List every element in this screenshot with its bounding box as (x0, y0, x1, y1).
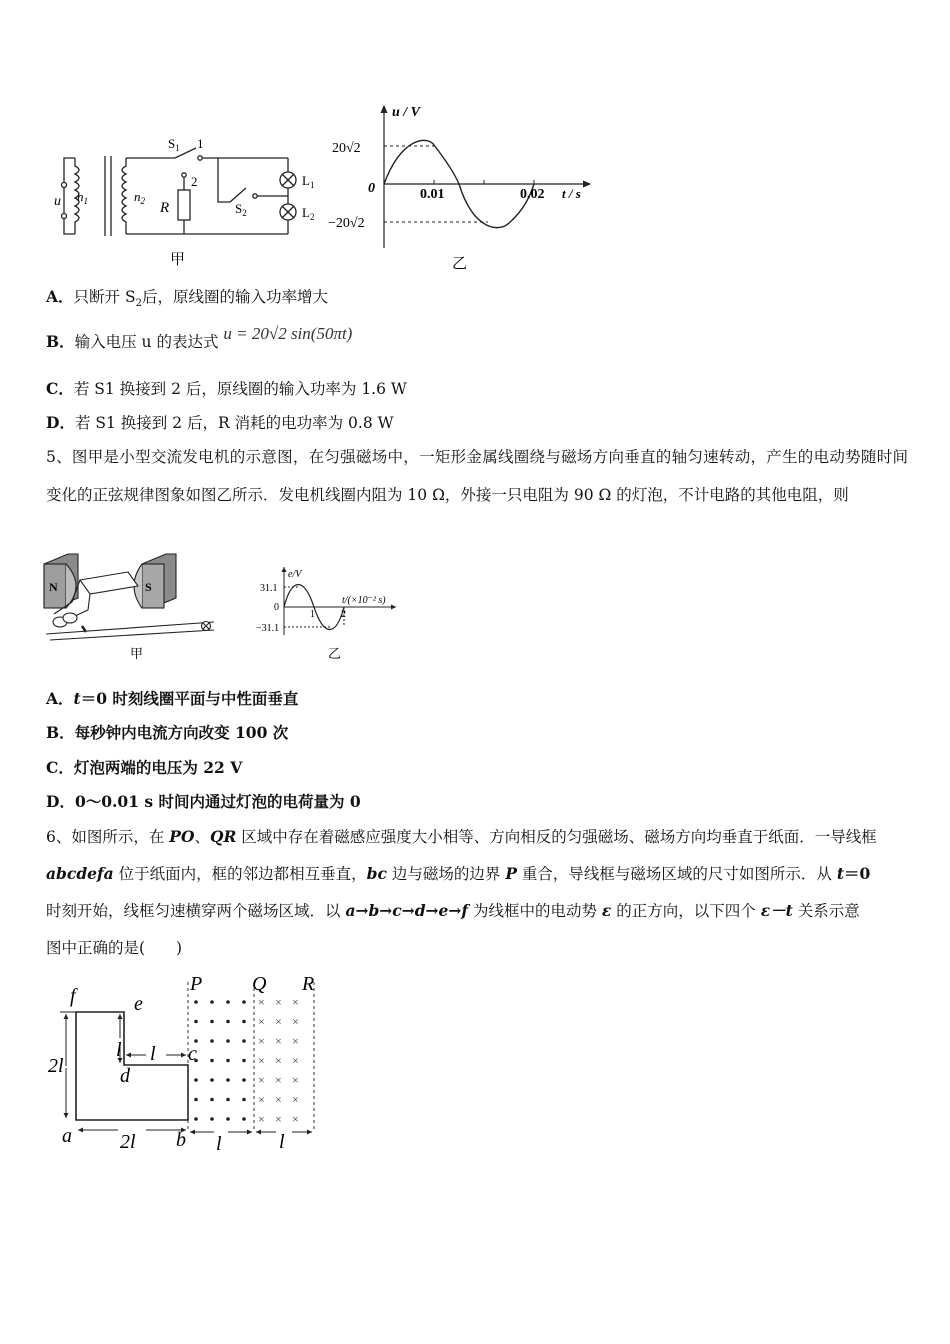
svg-text:c: c (188, 1043, 197, 1065)
field-cross: × (258, 1112, 265, 1126)
field-dot (210, 1098, 214, 1102)
svg-text:−20√2: −20√2 (328, 216, 365, 231)
q6-stem-line3: 时刻开始，线框匀速横穿两个磁场区域．以 a→b→c→d→e→f 为线框中的电动势 ε 的正方向，以下四个 ε－t 关系示意 (46, 901, 860, 920)
field-cross: × (292, 1034, 299, 1048)
svg-text:2l: 2l (48, 1055, 64, 1077)
svg-text:t / s: t / s (562, 186, 581, 201)
svg-text:u / V: u / V (392, 105, 421, 120)
field-dot (226, 1020, 230, 1024)
q4-option-a: A．只断开 $S_2$后，原线圈的输入功率增大 (46, 287, 328, 310)
svg-text:l: l (116, 1039, 122, 1061)
svg-text:0.02: 0.02 (520, 187, 545, 202)
q5-generator-figure (42, 550, 222, 665)
field-crosses (258, 995, 299, 1126)
q5-option-d: D．0～0.01 s 时间内通过灯泡的电荷量为 0 (46, 792, 361, 811)
svg-text:N: N (49, 580, 58, 594)
svg-text:2: 2 (341, 609, 346, 620)
field-cross: × (292, 1112, 299, 1126)
q5-option-b: B．每秒钟内电流方向改变 100 次 (46, 723, 289, 742)
svg-text:n1: $n_1$ (77, 189, 88, 206)
field-cross: × (292, 995, 299, 1009)
svg-text:S: S (145, 580, 152, 594)
q4-formula: u = 20√2 sin(50πt) (223, 324, 353, 343)
field-cross: × (258, 1053, 265, 1068)
field-dot (242, 1117, 246, 1121)
svg-text:l: l (216, 1133, 222, 1155)
q6-stem-line4: 图中正确的是( ) (46, 939, 183, 957)
field-dot (226, 1000, 230, 1004)
field-dot (210, 1039, 214, 1043)
field-cross: × (258, 1073, 265, 1087)
svg-text:S2: $S_2$ (235, 201, 247, 218)
field-dot (226, 1098, 230, 1102)
svg-text:R: R (302, 973, 315, 995)
field-cross: × (275, 1092, 282, 1107)
q5-stem: 5、图甲是小型交流发电机的示意图，在匀强磁场中，一矩形金属线圈绕与磁场方向垂直的轴匀速转动，产生的电动势随时间变化的正弦规律图象如图乙所示．发电机线圈内阻为 10 Ω，外接一只电阻为 90 Ω 的灯泡，不计电路的其他电阻，则 (46, 448, 908, 504)
field-dot (242, 1000, 246, 1004)
field-dot (194, 1098, 198, 1102)
q6-stem-line2: abcdefa 位于纸面内，框的邻边都相互垂直，bc 边与磁场的边界 P 重合，导线框与磁场区域的尺寸如图所示．从 t＝0 (46, 864, 871, 883)
field-dot (226, 1117, 230, 1121)
field-dot (210, 1078, 214, 1082)
field-dot (194, 1078, 198, 1082)
field-cross: × (258, 1014, 265, 1029)
field-dot (210, 1020, 214, 1024)
pos1-label: 1 (197, 136, 204, 151)
svg-text:1: 1 (310, 609, 315, 620)
field-dot (226, 1039, 230, 1043)
field-cross: × (258, 1034, 265, 1048)
svg-text:2l: 2l (120, 1131, 136, 1153)
svg-text:d: d (120, 1065, 130, 1087)
field-cross: × (275, 1053, 282, 1068)
q5-emf-graph (252, 563, 402, 663)
svg-text:0: 0 (274, 602, 279, 613)
field-cross: × (275, 1034, 282, 1048)
field-dot (242, 1059, 246, 1063)
svg-text:L2: $L_2$ (302, 205, 315, 222)
q5-option-a: A．t＝0 时刻线圈平面与中性面垂直 (46, 689, 299, 708)
svg-text:Q: Q (252, 973, 267, 995)
svg-text:31.1: 31.1 (260, 583, 278, 594)
field-dot (194, 1020, 198, 1024)
field-dot (194, 1117, 198, 1121)
svg-text:b: b (176, 1129, 186, 1151)
svg-text:a: a (62, 1125, 72, 1147)
svg-text:L1: $L_1$ (302, 173, 315, 190)
field-cross: × (258, 995, 265, 1009)
svg-text:20√2: 20√2 (332, 141, 361, 156)
field-dot (226, 1059, 230, 1063)
field-cross: × (292, 1053, 299, 1068)
field-dots (194, 1000, 246, 1121)
field-cross: × (275, 1014, 282, 1029)
field-dot (242, 1039, 246, 1043)
field-cross: × (258, 1092, 265, 1107)
field-cross: × (292, 1073, 299, 1087)
q4-yi-caption: 乙 (452, 256, 468, 272)
field-dot (226, 1078, 230, 1082)
field-cross: × (292, 1014, 299, 1029)
field-dot (242, 1098, 246, 1102)
svg-text:l: l (150, 1043, 156, 1065)
field-dot (242, 1078, 246, 1082)
q6-frame-field-figure (46, 970, 336, 1160)
u-label: u (54, 194, 61, 209)
q4-option-c: C．若 S1 换接到 2 后，原线圈的输入功率为 1.6 W (46, 379, 407, 398)
q4-option-d: D．若 S1 换接到 2 后，R 消耗的电功率为 0.8 W (46, 413, 394, 432)
q4-circuit-figure (50, 132, 330, 272)
svg-text:l: l (279, 1131, 285, 1153)
r-label: R (160, 200, 170, 216)
field-dot (194, 1000, 198, 1004)
pos2-label: 2 (191, 174, 198, 189)
svg-text:e/V: e/V (288, 569, 302, 580)
svg-text:f: f (70, 985, 76, 1007)
field-dot (210, 1000, 214, 1004)
svg-text:S1: $S_1$ (168, 136, 180, 153)
field-dot (242, 1020, 246, 1024)
svg-text:−31.1: −31.1 (256, 623, 280, 634)
q4-jia-caption: 甲 (170, 252, 186, 268)
field-cross: × (275, 1112, 282, 1126)
q4-voltage-graph (328, 100, 598, 275)
q6-stem-line1: 6、如图所示，在 PO、QR 区域中存在着磁感应强度大小相等、方向相反的匀强磁场、磁场方向均垂直于纸面．一导线框 (46, 827, 877, 846)
field-dot (210, 1117, 214, 1121)
field-cross: × (275, 1073, 282, 1087)
q5-option-c: C．灯泡两端的电压为 22 V (46, 758, 243, 777)
field-dot (210, 1059, 214, 1063)
svg-text:P: P (190, 973, 203, 995)
q5-jia-caption: 甲 (130, 646, 144, 661)
svg-text:e: e (134, 993, 143, 1015)
svg-text:0.01: 0.01 (420, 187, 445, 202)
q4-option-b: B．输入电压 u 的表达式 u = 20√2 sin(50πt) (46, 324, 353, 351)
field-cross: × (292, 1092, 299, 1107)
svg-text:n2: $n_2$ (134, 189, 145, 206)
q5-yi-caption: 乙 (328, 646, 342, 661)
svg-text:t/(×10⁻² s): t/(×10⁻² s) (342, 595, 386, 606)
field-cross: × (275, 995, 282, 1009)
svg-text:0: 0 (368, 181, 375, 196)
